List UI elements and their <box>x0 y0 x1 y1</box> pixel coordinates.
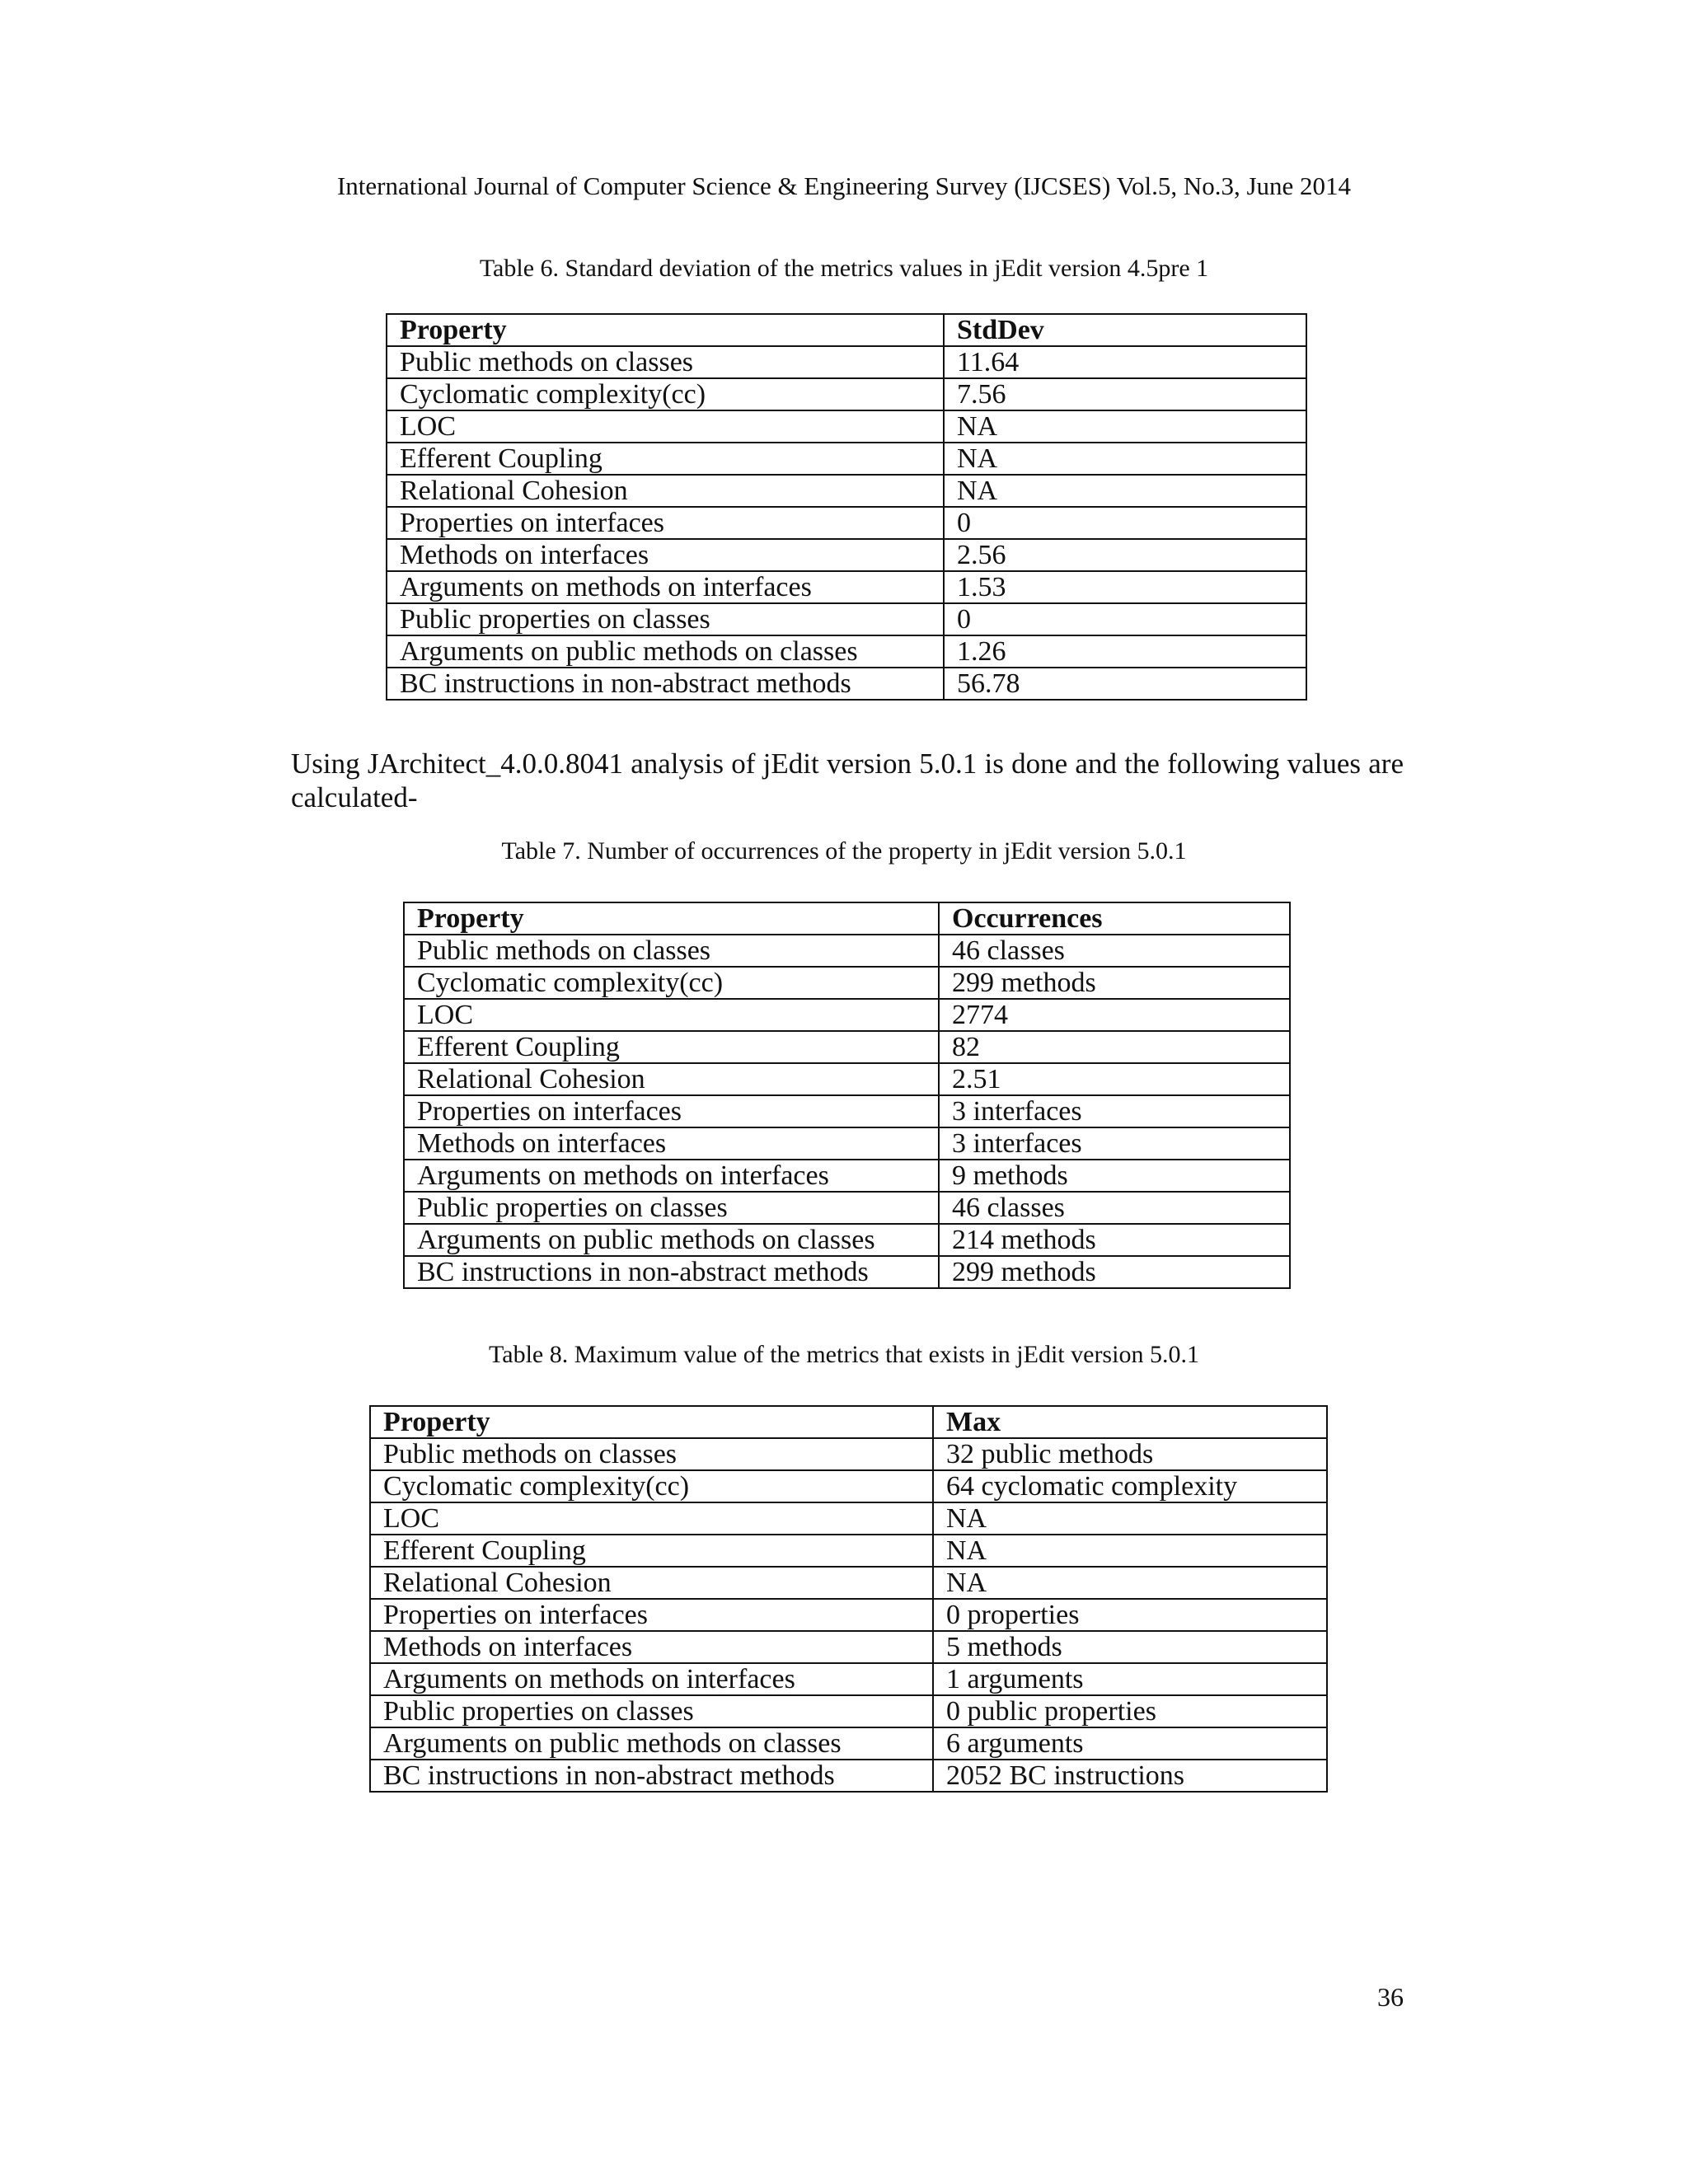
value-cell: 2.56 <box>944 539 1306 571</box>
column-header-value: Occurrences <box>939 902 1290 935</box>
value-cell: 64 cyclomatic complexity <box>933 1470 1327 1502</box>
table-row <box>404 1127 1290 1160</box>
property-cell: Properties on interfaces <box>404 1095 939 1127</box>
table-row <box>404 1031 1290 1063</box>
property-cell: LOC <box>404 999 939 1031</box>
value-cell: 299 methods <box>939 1256 1290 1288</box>
value-cell: 0 <box>944 507 1306 539</box>
value-cell: 1.26 <box>944 635 1306 668</box>
table-row <box>370 1760 1327 1792</box>
property-cell: Methods on interfaces <box>370 1631 933 1663</box>
property-cell: Public methods on classes <box>387 346 944 378</box>
property-cell: Arguments on methods on interfaces <box>404 1160 939 1192</box>
value-cell: 0 properties <box>933 1599 1327 1631</box>
table-row <box>387 603 1306 635</box>
value-cell: NA <box>944 410 1306 443</box>
table-row <box>404 1256 1290 1288</box>
body-paragraph: Using JArchitect_4.0.0.8041 analysis of jEdit version 5.0.1 is done and the following values are calculated- <box>291 748 1404 813</box>
table-row <box>370 1502 1327 1535</box>
column-header-value: Max <box>933 1406 1327 1438</box>
value-cell: 46 classes <box>939 935 1290 967</box>
table7-caption: Table 7. Number of occurrences of the property in jEdit version 5.0.1 <box>501 837 1187 865</box>
table-row <box>404 1192 1290 1224</box>
table-row <box>370 1663 1327 1695</box>
table-row <box>387 475 1306 507</box>
table-row <box>387 668 1306 700</box>
value-cell: 5 methods <box>933 1631 1327 1663</box>
value-cell: 299 methods <box>939 967 1290 999</box>
table-header-row <box>370 1406 1327 1438</box>
property-cell: Arguments on public methods on classes <box>370 1727 933 1760</box>
value-cell: 56.78 <box>944 668 1306 700</box>
journal-header: International Journal of Computer Science & Engineering Survey (IJCSES) Vol.5, No.3, June 2014 <box>336 171 1352 200</box>
column-header-property: Property <box>370 1406 933 1438</box>
table-row <box>404 967 1290 999</box>
table-row <box>370 1470 1327 1502</box>
table-row <box>387 410 1306 443</box>
table-row <box>387 443 1306 475</box>
property-cell: Properties on interfaces <box>387 507 944 539</box>
value-cell: 9 methods <box>939 1160 1290 1192</box>
value-cell: 11.64 <box>944 346 1306 378</box>
table-row <box>404 1160 1290 1192</box>
table-row <box>404 1095 1290 1127</box>
table8 <box>369 1405 1328 1793</box>
table-row <box>370 1695 1327 1727</box>
property-cell: Arguments on public methods on classes <box>404 1224 939 1256</box>
table-row <box>370 1599 1327 1631</box>
column-header-value: StdDev <box>944 314 1306 346</box>
column-header-property: Property <box>387 314 944 346</box>
value-cell: 6 arguments <box>933 1727 1327 1760</box>
table-row <box>387 346 1306 378</box>
value-cell: 1 arguments <box>933 1663 1327 1695</box>
property-cell: Relational Cohesion <box>370 1567 933 1599</box>
table-header-row <box>387 314 1306 346</box>
property-cell: LOC <box>370 1502 933 1535</box>
property-cell: Public properties on classes <box>370 1695 933 1727</box>
value-cell: 1.53 <box>944 571 1306 603</box>
column-header-property: Property <box>404 902 939 935</box>
table-row <box>370 1438 1327 1470</box>
value-cell: 0 public properties <box>933 1695 1327 1727</box>
property-cell: Relational Cohesion <box>387 475 944 507</box>
property-cell: BC instructions in non-abstract methods <box>370 1760 933 1792</box>
property-cell: Public methods on classes <box>370 1438 933 1470</box>
property-cell: Arguments on methods on interfaces <box>387 571 944 603</box>
value-cell: 0 <box>944 603 1306 635</box>
property-cell: BC instructions in non-abstract methods <box>404 1256 939 1288</box>
table-row <box>404 999 1290 1031</box>
property-cell: Cyclomatic complexity(cc) <box>387 378 944 410</box>
property-cell: Methods on interfaces <box>404 1127 939 1160</box>
value-cell: 7.56 <box>944 378 1306 410</box>
table-row <box>404 1063 1290 1095</box>
table-row <box>370 1567 1327 1599</box>
property-cell: Efferent Coupling <box>404 1031 939 1063</box>
property-cell: Arguments on methods on interfaces <box>370 1663 933 1695</box>
value-cell: 3 interfaces <box>939 1127 1290 1160</box>
value-cell: NA <box>944 443 1306 475</box>
property-cell: Cyclomatic complexity(cc) <box>404 967 939 999</box>
table-header-row <box>404 902 1290 935</box>
property-cell: Properties on interfaces <box>370 1599 933 1631</box>
value-cell: NA <box>933 1502 1327 1535</box>
table-row <box>370 1535 1327 1567</box>
value-cell: 2774 <box>939 999 1290 1031</box>
value-cell: 214 methods <box>939 1224 1290 1256</box>
property-cell: Efferent Coupling <box>387 443 944 475</box>
property-cell: Methods on interfaces <box>387 539 944 571</box>
table-row <box>387 635 1306 668</box>
table7 <box>403 902 1291 1289</box>
property-cell: BC instructions in non-abstract methods <box>387 668 944 700</box>
property-cell: Public methods on classes <box>404 935 939 967</box>
table-row <box>387 507 1306 539</box>
property-cell: LOC <box>387 410 944 443</box>
table6 <box>386 313 1307 701</box>
value-cell: 3 interfaces <box>939 1095 1290 1127</box>
table-row <box>404 1224 1290 1256</box>
value-cell: NA <box>933 1567 1327 1599</box>
property-cell: Efferent Coupling <box>370 1535 933 1567</box>
page-number: 36 <box>1377 1982 1404 2012</box>
table8-caption: Table 8. Maximum value of the metrics that exists in jEdit version 5.0.1 <box>489 1341 1199 1368</box>
value-cell: NA <box>944 475 1306 507</box>
table-row <box>370 1727 1327 1760</box>
value-cell: 82 <box>939 1031 1290 1063</box>
table-row <box>404 935 1290 967</box>
property-cell: Cyclomatic complexity(cc) <box>370 1470 933 1502</box>
table-row <box>387 539 1306 571</box>
value-cell: 32 public methods <box>933 1438 1327 1470</box>
table-row <box>387 571 1306 603</box>
property-cell: Public properties on classes <box>404 1192 939 1224</box>
table-row <box>387 378 1306 410</box>
value-cell: 2.51 <box>939 1063 1290 1095</box>
property-cell: Relational Cohesion <box>404 1063 939 1095</box>
value-cell: 46 classes <box>939 1192 1290 1224</box>
table6-caption: Table 6. Standard deviation of the metrics values in jEdit version 4.5pre 1 <box>479 255 1209 282</box>
property-cell: Arguments on public methods on classes <box>387 635 944 668</box>
table-row <box>370 1631 1327 1663</box>
value-cell: 2052 BC instructions <box>933 1760 1327 1792</box>
property-cell: Public properties on classes <box>387 603 944 635</box>
value-cell: NA <box>933 1535 1327 1567</box>
